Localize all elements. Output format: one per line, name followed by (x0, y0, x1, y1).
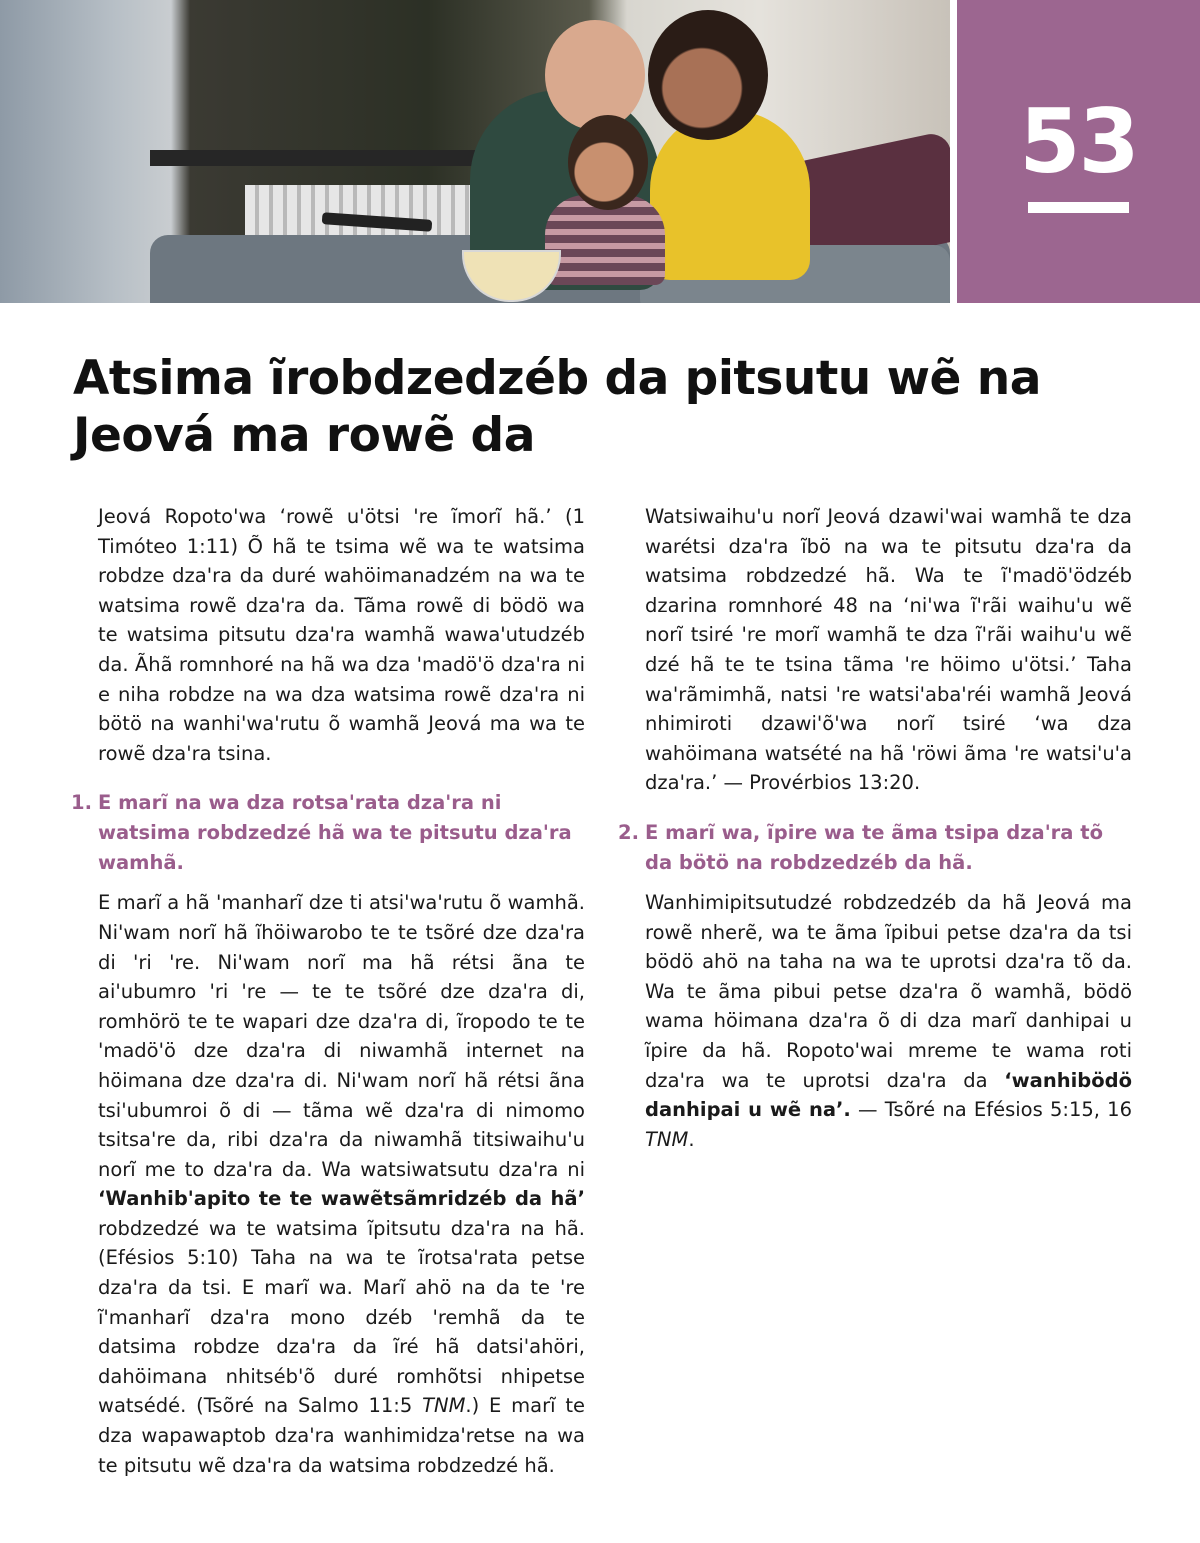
italic-ref: TNM (422, 1394, 466, 1418)
text-run: .) E marĩ te dza wapawaptob dza'ra wanhimidza'retse na wa te pitsutu wẽ dza'ra da watsima robdzedzé hã. (98, 1394, 585, 1477)
question-heading (618, 818, 1132, 878)
woman-head (648, 10, 768, 140)
lesson-number-underline (1028, 202, 1129, 213)
question-text: E marĩ wa, ĩpire wa te ãma tsipa dza'ra tõ da bötö na robdzedzéb da hã. (645, 820, 1103, 874)
text-run: robdzedzé wa te watsima ĩpitsutu dza'ra na hã. (Efésios 5:10) Taha na wa te ĩrotsa'rata petse dza'ra da tsi. E marĩ wa. Marĩ ahö na da te 're ĩ'manharĩ dza'ra mono dzéb 'remhã da te datsima robdze dza'ra da ĩré hã datsi'ahöri, dahöimana nhitséb'õ duré romhõtsi nhipetse watsédé. (Tsõré na Salmo 11:5 (98, 1216, 585, 1418)
paragraph (645, 502, 1132, 798)
girl-head (568, 115, 648, 210)
man-head (545, 20, 645, 130)
text-run: Wanhimipitsutudzé robdzedzéb da hã Jeová ma rowẽ nherẽ, wa te ãma ĩpibui petse dza'ra da tsi bödö ahö na taha na wa te uprotsi dza'ra tõ da. Wa te ãma pibui petse dza'ra õ wamhã, bödö wama höimana dza'ra õ di dza marĩ danhipai u ĩpire da hã. Ropoto'wai mreme te wama roti dza'ra wa te uprotsi dza'ra da (645, 890, 1132, 1092)
question-text: E marĩ na wa dza rotsa'rata dza'ra ni watsima robdzedzé hã wa te pitsutu dza'ra wamhã. (98, 791, 572, 875)
question-number: 1. (71, 791, 92, 815)
page-title: Atsima ĩrobdzedzéb da pitsutu wẽ na Jeová ma rowẽ da (73, 351, 1041, 463)
header-photo (0, 0, 950, 303)
text-run: . (688, 1127, 695, 1151)
bold-quote: ‘Wanhib'apito te te wawẽtsãmridzéb da hã’ (98, 1187, 585, 1211)
text-run: E marĩ a hã 'manharĩ dze ti atsi'wa'rutu õ wamhã. Ni'wam norĩ hã ĩhöiwarobo te te tsõré dze dza'ra di 'ri 're. Ni'wam norĩ ma hã rétsi ãna te ai'ubumro 'ri 're — te te tsõré dze dza'ra di, romhörö te te wapari dze dza'ra di, ĩropodo te te 'madö'ö dze dza'ra di niwamhã internet na höimana dze dza'ra di. Ni'wam norĩ hã rétsi ãna tsi'ubumroi õ di — tãma wẽ dza'ra di nimomo tsitsa're da, ribi dza'ra da niwamhã titsiwaihu'u norĩ me to dza'ra da. Wa watsiwatsutu dza'ra ni (98, 891, 585, 1181)
text-run: Watsiwaihu'u norĩ Jeová dzawi'wai wamhã te dza warétsi dza'ra ĩbö na wa te pitsutu dza'ra da watsima robdzedzé hã. Wa te ĩ'madö'ödzéb dzarina romnhoré 48 na ‘ni'wa ĩ'rãi waihu'u wẽ norĩ tsiré 're morĩ wamhã te dza ĩ'rãi waihu'u wẽ dzé hã te te tsina tãma 're höimo u'ötsi.’ Taha wa'rãmimhã, natsi 're watsi'aba'réi wamhã Jeová nhimiroti dzawi'õ'wa norĩ tsiré ‘wa dza wahöimana watsété na hã 'röwi ãma 're watsi'u'a dza'ra.’ — Provérbios 13:20. (645, 505, 1132, 795)
woman-figure (650, 110, 810, 280)
text-run: Jeová Ropoto'wa ‘rowẽ u'ötsi 're ĩmorĩ hã.’ (1 Timóteo 1:11) Õ hã te tsima wẽ wa te watsima robdze dza'ra da duré wahöimanadzém na wa te watsima rowẽ dza'ra da. Tãma rowẽ di bödö wa te watsima pitsutu dza'ra wamhã wawa'utudzéb da. Ãhã romnhoré na hã wa dza 'madö'ö dza'ra ni e niha robdze na wa dza watsima rowẽ dza'ra ni bötö na wanhi'wa'rutu õ wamhã Jeová ma wa te rowẽ dza'ra tsina. (98, 505, 585, 765)
left-column (71, 502, 585, 1486)
bold-quote: ‘wanhibödö danhipai u wẽ na’. (645, 1068, 1132, 1122)
lesson-number-box (957, 0, 1200, 303)
question-number: 2. (618, 820, 639, 844)
paragraph (645, 888, 1132, 1154)
paragraph (98, 888, 585, 1480)
paragraph (98, 502, 585, 768)
question-heading (71, 788, 585, 878)
italic-ref: TNM (645, 1127, 689, 1151)
lesson-number: 53 (1019, 90, 1138, 193)
text-run: — Tsõré na Efésios 5:15, 16 (850, 1098, 1132, 1122)
right-column (618, 502, 1132, 1160)
